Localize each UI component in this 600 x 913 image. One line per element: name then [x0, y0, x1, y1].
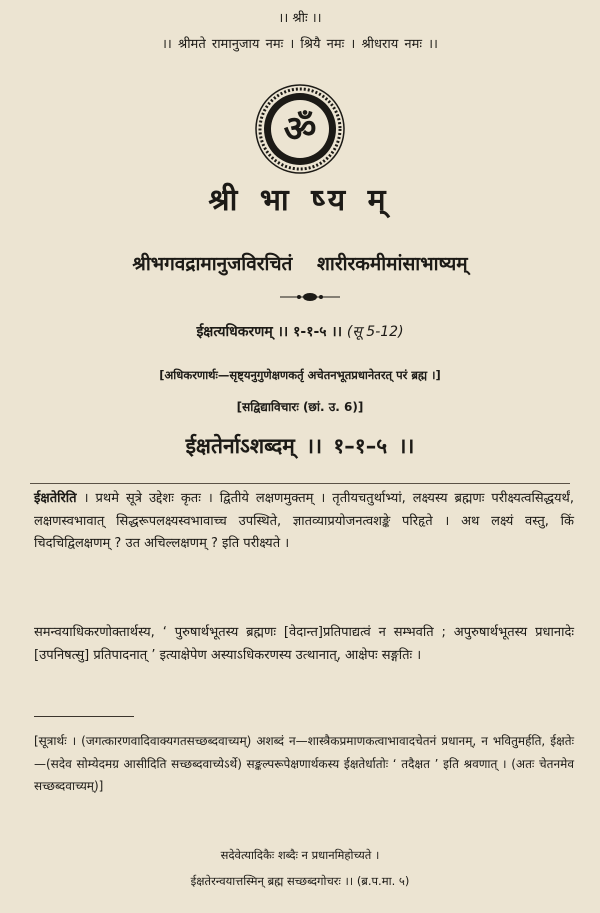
invocation: ।। श्रीः ।। — [278, 11, 322, 26]
adhikarana-name: ईक्षत्यधिकरणम् ।। १-१-५ ।। — [196, 324, 343, 340]
vidya-note: [सद्विद्याविचारः (छां. उ. 6)] — [236, 400, 364, 414]
adhikarana-ref: (सू 5-12) — [346, 324, 404, 340]
divider-rule — [30, 483, 570, 484]
om-glyph: ॐ — [283, 109, 317, 150]
om-emblem-icon — [255, 84, 345, 174]
summary-verse-line-1: सदेवेत्यादिकैः शब्दैः न प्रधानमिहोच्यते । — [220, 848, 380, 862]
sutra-meaning-paragraph: [सूत्रार्थः । (जगत्कारणवादिवाक्यगतसच्छब्दवाच्यम्) अशब्दं न—शास्त्रैकप्रमाणकत्वाभावादचेतनं प्रधानम्, न भवितुमर्हति, ईक्षतेः—(सदेव सोम्येदमग्र आसीदिति सच्छब्दवाच्येऽर्थे) सङ्कल्परूपेक्षणार्थकस्य ईक्षतेर्धातोः ‘ तदैक्षत ’ इति श्रवणात् । (अतः चेतनमेव सच्छब्दवाच्यम्)] — [34, 734, 574, 793]
summary-verse-line-2: ईक्षतेरन्वयात्तस्मिन् ब्रह्म सच्छब्दगोचरः ।। (ब्र.प.मा. ५) — [190, 874, 410, 888]
commentary-paragraph-2: समन्वयाधिकरणोक्तार्थस्य, ‘ पुरुषार्थभूतस्य ब्रह्मणः [वेदान्त]प्रतिपाद्यत्वं न सम्भवति ; अपुरुषार्थभूतस्य प्रधानादेः [उपनिषत्सु] प्रतिपादनात् ’ इत्याक्षेपेण अस्याऽधिकरणस्य उत्थानात्, आक्षेपः सङ्गतिः । — [34, 625, 574, 663]
footnote-rule — [34, 716, 134, 717]
salutations: ।। श्रीमते रामानुजाय नमः । श्रियै नमः । श्रीधराय नमः ।। — [162, 37, 438, 52]
commentary-lead: ईक्षतेरिति — [34, 491, 77, 506]
page-subtitle: श्रीभगवद्रामानुजविरचितं शारीरकमीमांसाभाष्यम् — [132, 253, 468, 275]
commentary-paragraph-1 — [34, 488, 574, 556]
ornament-divider-icon — [280, 292, 340, 302]
sutra-heading: ईक्षतेर्नाऽशब्दम् ।। १–१–५ ।। — [185, 434, 415, 458]
page-title: श्री भा ष्य म् — [208, 183, 392, 218]
adhikarana-heading — [0, 322, 600, 341]
commentary-text-1: । प्रथमे सूत्रे उद्देशः कृतः । द्वितीये लक्षणमुक्तम् । तृतीयचतुर्थाभ्यां, लक्ष्यस्य ब्रह्मणः परीक्ष्यत्वसिद्धयर्थं, लक्षणस्वभावात् सिद्धरूपलक्ष्यस्वभावाच्च उपस्थिते, ज्ञातव्याप्रयोजनत्वशङ्के परिहृते । अथ लक्ष्यं वस्तु, किं चिदचिद्विलक्षणम् ? उत अचिल्लक्षणम् ? इति परीक्ष्यते । — [34, 491, 574, 551]
adhikarana-subject: [अधिकरणार्थः—सृष्ट्यनुगुणेक्षणकर्तृ अचेतनभूतप्रधानेतरत् परं ब्रह्म ।] — [159, 368, 441, 382]
